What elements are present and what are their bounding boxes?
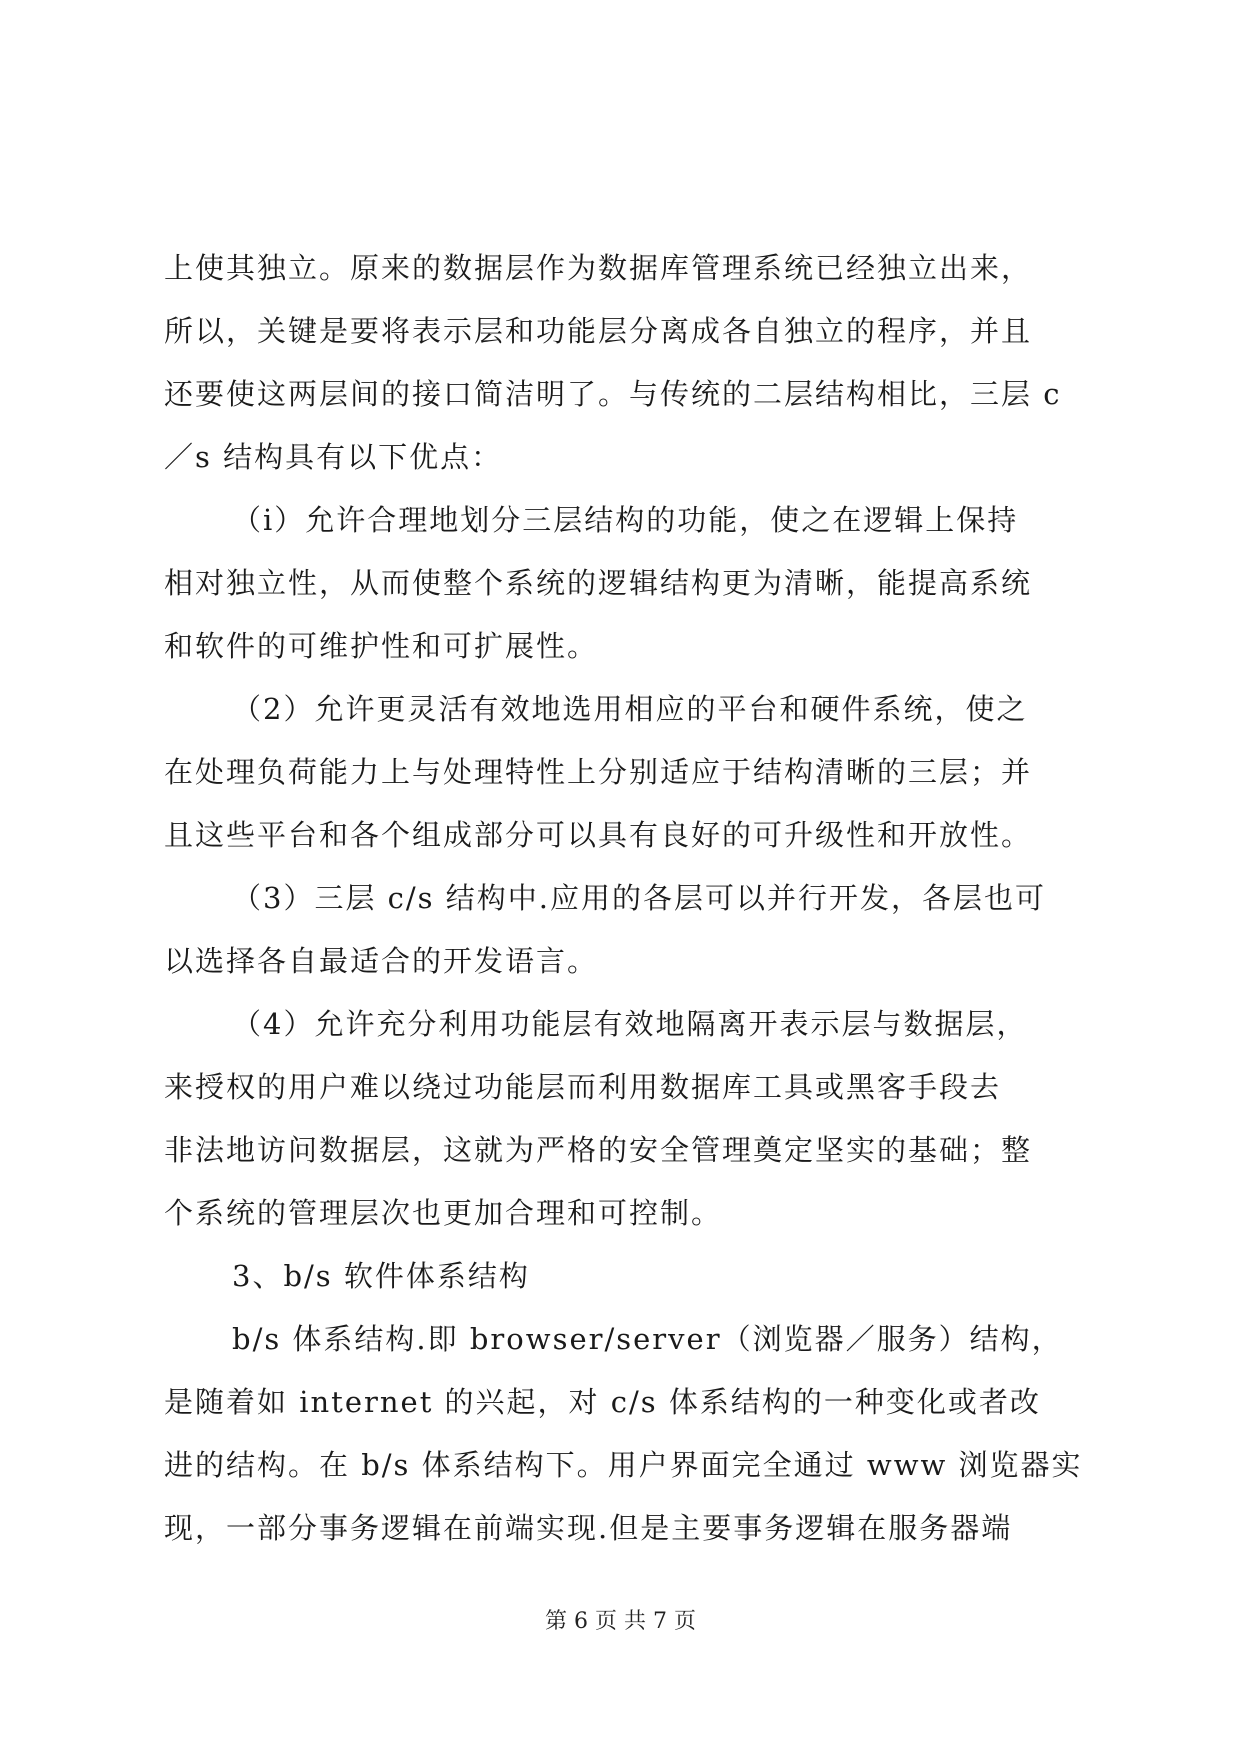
- text-line: （2）允许更灵活有效地选用相应的平台和硬件系统，使之: [232, 692, 1028, 726]
- text-line: 在处理负荷能力上与处理特性上分别适应于结构清晰的三层；并: [164, 755, 1033, 789]
- text-line: 上使其独立。原来的数据层作为数据库管理系统已经独立出来，: [164, 251, 1033, 285]
- text-line: （3）三层 c/s 结构中.应用的各层可以并行开发，各层也可: [232, 881, 1047, 915]
- text-line: 现，一部分事务逻辑在前端实现.但是主要事务逻辑在服务器端: [164, 1511, 1013, 1545]
- text-line: 且这些平台和各个组成部分可以具有良好的可升级性和开放性。: [164, 818, 1033, 852]
- text-line: 以选择各自最适合的开发语言。: [164, 944, 599, 978]
- text-line: 来授权的用户难以绕过功能层而利用数据库工具或黑客手段去: [164, 1070, 1002, 1104]
- text-line: 相对独立性，从而使整个系统的逻辑结构更为清晰，能提高系统: [164, 566, 1033, 600]
- text-line: 个系统的管理层次也更加合理和可控制。: [164, 1196, 723, 1230]
- text-line: （i）允许合理地划分三层结构的功能，使之在逻辑上保持: [232, 503, 1019, 537]
- section-heading: 3、b/s 软件体系结构: [232, 1259, 530, 1293]
- text-line: 进的结构。在 b/s 体系结构下。用户界面完全通过 www 浏览器实: [164, 1448, 1083, 1482]
- text-line: 非法地访问数据层，这就为严格的安全管理奠定坚实的基础；整: [164, 1133, 1033, 1167]
- text-line: 是随着如 internet 的兴起，对 c/s 体系结构的一种变化或者改: [164, 1385, 1041, 1419]
- page-number: 第 6 页 共 7 页: [545, 1609, 696, 1634]
- text-line: ／s 结构具有以下优点：: [164, 440, 503, 474]
- text-line: 所以，关键是要将表示层和功能层分离成各自独立的程序，并且: [164, 314, 1033, 348]
- text-line: 和软件的可维护性和可扩展性。: [164, 629, 599, 663]
- text-line: 还要使这两层间的接口简洁明了。与传统的二层结构相比，三层 c: [164, 377, 1062, 411]
- text-line: （4）允许充分利用功能层有效地隔离开表示层与数据层，: [232, 1007, 1028, 1041]
- text-line: b/s 体系结构.即 browser/server（浏览器／服务）结构，: [232, 1322, 1063, 1356]
